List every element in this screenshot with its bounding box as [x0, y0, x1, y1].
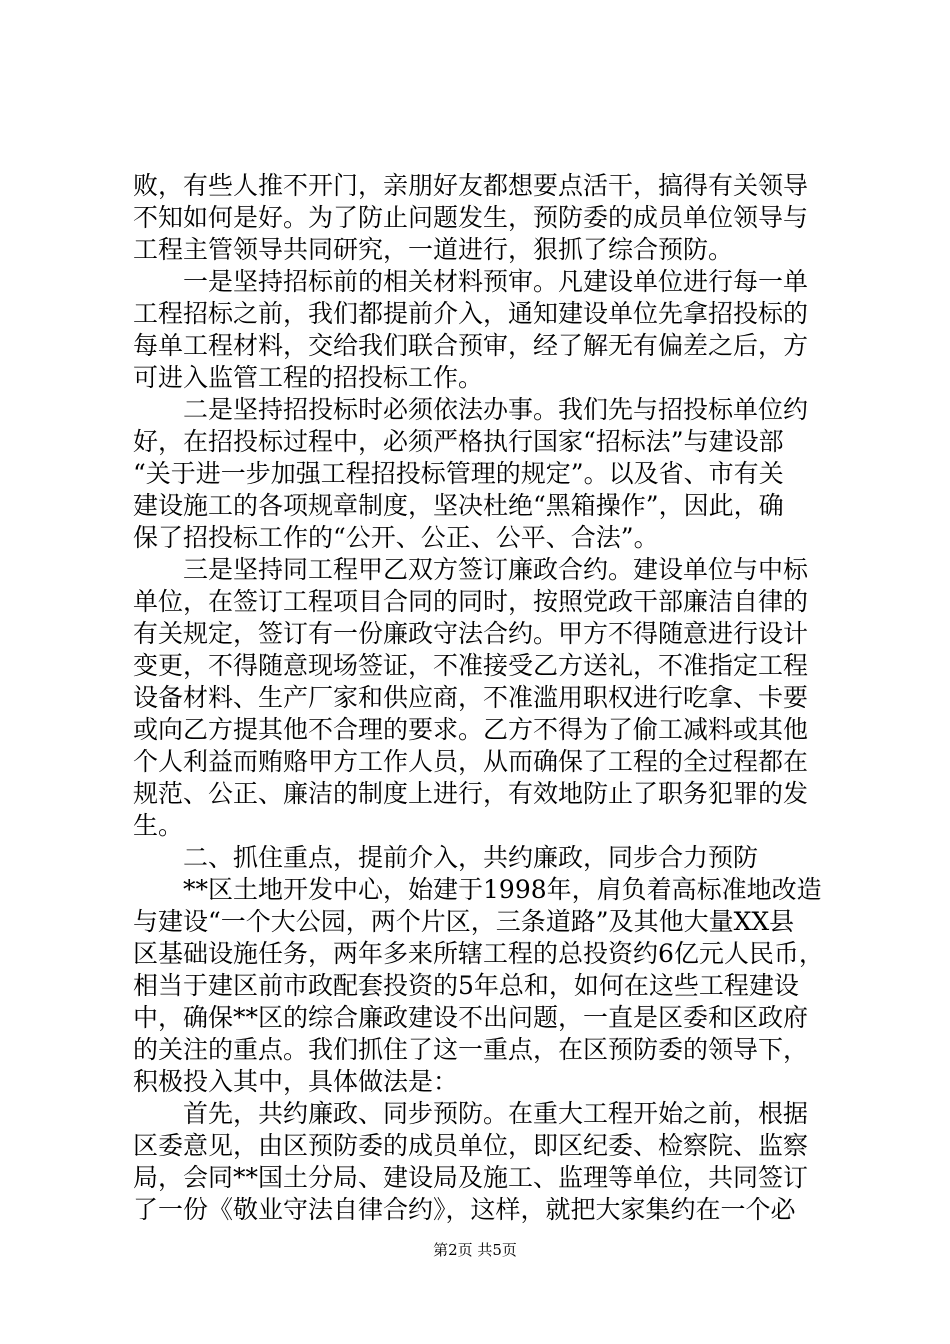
text-line-27: 中，确保**区的综合廉政建设不出问题，一直是区委和区政府: [133, 1003, 809, 1032]
body-text: [133, 170, 833, 1226]
text-line-33: 了一份《敬业守法自律合约》，这样，就把大家集约在一个必: [133, 1195, 796, 1224]
text-line-26: 相当于建区前市政配套投资的5年总和，如何在这些工程建设: [133, 971, 799, 1000]
text-line-9: 好，在招投标过程中，必须严格执行国家“招标法”与建设部: [133, 427, 784, 456]
text-line-4: 一是坚持招标前的相关材料预审。凡建设单位进行每一单: [133, 267, 809, 296]
text-line-23: **区土地开发中心，始建于1998年，肩负着高标准地改造: [133, 875, 822, 904]
text-line-29: 积极投入其中，具体做法是：: [133, 1067, 459, 1096]
text-line-31: 区委意见，由区预防委的成员单位，即区纪委、检察院、监察: [133, 1131, 809, 1160]
text-line-32: 局，会同**国土分局、建设局及施工、监理等单位，共同签订: [133, 1163, 809, 1192]
text-line-10: “关于进一步加强工程招投标管理的规定”。以及省、市有关: [133, 459, 784, 488]
text-line-24: 与建设“一个大公园，两个片区，三条道路”及其他大量XX县: [133, 907, 795, 936]
text-line-12: 保了招投标工作的“公开、公正、公平、合法”。: [133, 523, 659, 552]
text-line-7: 可进入监管工程的招投标工作。: [133, 363, 484, 392]
page-footer: [0, 1240, 950, 1260]
text-line-8: 二是坚持招投标时必须依法办事。我们先与招投标单位约: [133, 395, 809, 424]
text-line-6: 每单工程材料，交给我们联合预审，经了解无有偏差之后，方: [133, 331, 809, 360]
page-number: 第2页 共5页: [433, 1241, 517, 1259]
text-line-25: 区基础设施任务，两年多来所辖工程的总投资约6亿元人民币，: [133, 939, 824, 968]
text-line-21: 生。: [133, 811, 184, 840]
text-line-15: 有关规定，签订有一份廉政守法合约。甲方不得随意进行设计: [133, 619, 809, 648]
text-line-2: 不知如何是好。为了防止问题发生，预防委的成员单位领导与: [133, 203, 809, 232]
text-line-3: 工程主管领导共同研究，一道进行，狠抓了综合预防。: [133, 235, 734, 264]
section-heading: 二、抓住重点，提前介入，共约廉政，同步合力预防: [133, 843, 759, 872]
text-line-20: 规范、公正、廉洁的制度上进行，有效地防止了职务犯罪的发: [133, 779, 809, 808]
text-line-14: 单位，在签订工程项目合同的同时，按照党政干部廉洁自律的: [133, 587, 809, 616]
text-line-30: 首先，共约廉政、同步预防。在重大工程开始之前，根据: [133, 1099, 809, 1128]
text-line-5: 工程招标之前，我们都提前介入，通知建设单位先拿招投标的: [133, 299, 809, 328]
text-line-19: 个人利益而贿赂甲方工作人员，从而确保了工程的全过程都在: [133, 747, 809, 776]
text-line-1: 败，有些人推不开门，亲朋好友都想要点活干，搞得有关领导: [133, 171, 809, 200]
text-line-13: 三是坚持同工程甲乙双方签订廉政合约。建设单位与中标: [133, 555, 809, 584]
text-line-17: 设备材料、生产厂家和供应商，不准滥用职权进行吃拿、卡要: [133, 683, 809, 712]
text-line-16: 变更，不得随意现场签证，不准接受乙方送礼，不准指定工程: [133, 651, 809, 680]
text-line-11: 建设施工的各项规章制度，坚决杜绝“黑箱操作”，因此，确: [133, 491, 784, 520]
text-line-18: 或向乙方提其他不合理的要求。乙方不得为了偷工减料或其他: [133, 715, 809, 744]
text-line-28: 的关注的重点。我们抓住了这一重点，在区预防委的领导下，: [133, 1035, 809, 1064]
